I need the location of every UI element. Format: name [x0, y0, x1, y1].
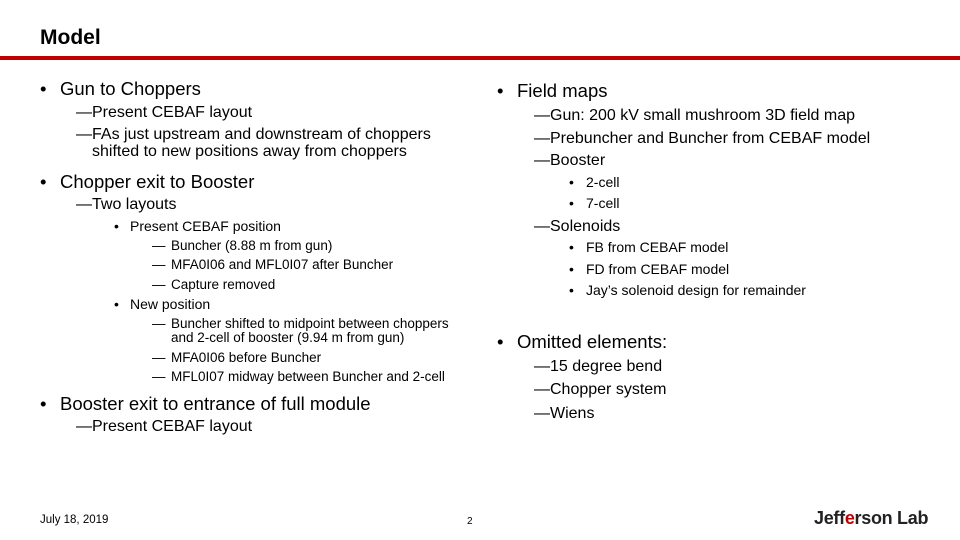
item-booster: — Booster [497, 152, 937, 170]
omitted-chopper: — Chopper system [497, 381, 937, 399]
bullet-field-maps: • Field maps [497, 80, 937, 101]
item-present-layout: — Present CEBAF layout [40, 104, 470, 122]
item-gun-field-map: — Gun: 200 kV small mushroom 3D field map [497, 107, 937, 125]
item-prebuncher: — Prebuncher and Buncher from CEBAF model [497, 130, 937, 148]
bullet-gun-to-choppers: • Gun to Choppers [40, 78, 470, 99]
item-two-layouts: — Two layouts [40, 196, 470, 214]
booster-7cell: • 7-cell [497, 196, 937, 211]
title-divider [0, 56, 960, 60]
omitted-wiens: — Wiens [497, 405, 937, 423]
detail-mfa-after: — MFA0I06 and MFL0I07 after Buncher [40, 258, 470, 272]
logo-mark: e [844, 508, 855, 528]
subitem-present-position: • Present CEBAF position [40, 219, 470, 234]
item-solenoids: — Solenoids [497, 218, 937, 236]
bullet-omitted: • Omitted elements: [497, 331, 937, 352]
detail-capture-removed: — Capture removed [40, 278, 470, 292]
solenoid-fb: • FB from CEBAF model [497, 240, 937, 255]
jefferson-lab-logo [814, 508, 928, 529]
item-fas-shifted: — FAs just upstream and downstream of choppers shifted to new positions away from choppers [40, 126, 432, 161]
booster-2cell: • 2-cell [497, 175, 937, 190]
logo-text-a: Jeff [814, 508, 845, 528]
detail-mfl-midway: — MFL0I07 midway between Buncher and 2-cell [40, 370, 471, 384]
detail-buncher-shifted: — Buncher shifted to midpoint between choppers and 2-cell of booster (9.94 m from gun) [40, 317, 471, 345]
logo-text-b: rson Lab [854, 508, 929, 528]
left-column [40, 78, 470, 436]
detail-mfa-before: — MFA0I06 before Buncher [40, 351, 470, 365]
bullet-booster-exit: • Booster exit to entrance of full module [40, 393, 470, 414]
slide-title: Model [40, 26, 101, 49]
bullet-chopper-exit: • Chopper exit to Booster [40, 171, 470, 192]
detail-buncher: — Buncher (8.88 m from gun) [40, 239, 470, 253]
page-number: 2 [467, 516, 473, 527]
solenoid-jay: • Jay’s solenoid design for remainder [497, 283, 937, 298]
subitem-new-position: • New position [40, 297, 470, 312]
footer-date: July 18, 2019 [40, 514, 109, 526]
item-present-layout-2: — Present CEBAF layout [40, 418, 470, 436]
solenoid-fd: • FD from CEBAF model [497, 262, 937, 277]
right-column [497, 80, 937, 423]
omitted-bend: — 15 degree bend [497, 358, 937, 376]
